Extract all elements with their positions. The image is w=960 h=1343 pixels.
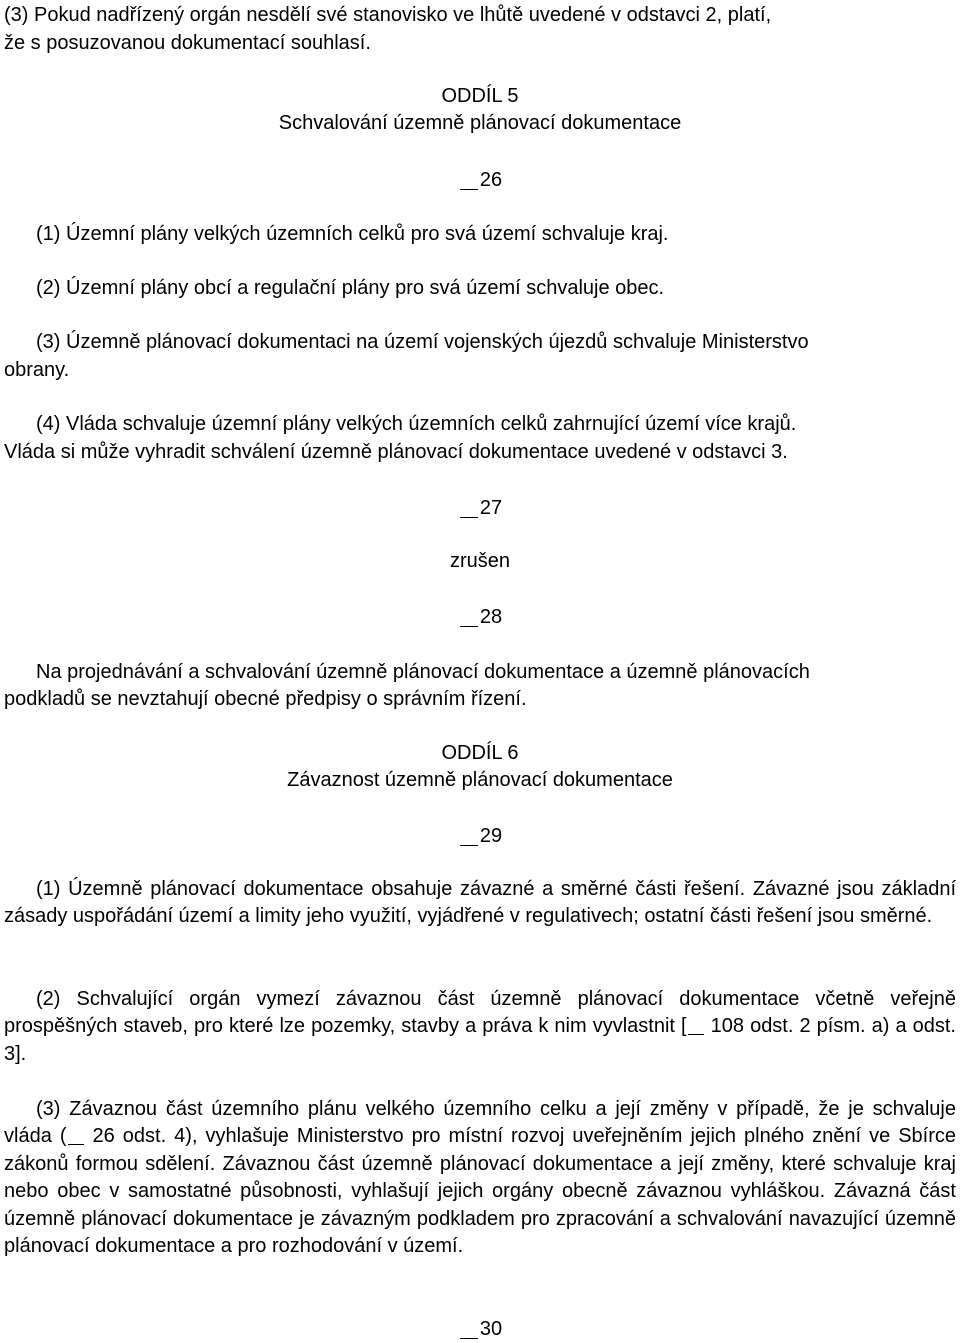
section-sign-icon [458,822,480,842]
section-sign-heading [0,166,960,194]
section-sign-heading [0,494,960,522]
section-number: 28 [479,606,503,628]
paragraph-text: 26 odst. 4), vyhlašuje Ministerstvo pro místní rozvoj uveřejněním jejich plného znění ve Sbírce zákonů formou sdělení. Závaznou část územně plánovací dokumentace a její změny, které schvaluje kraj nebo obec v samostatné působnosti, vyhlašují jejich orgány obecně závaznou vyhláškou. Závazná část územně plánovací dokumentace je závazným podkladem pro zpracování a schvalování navazující územně plánovací dokumentace a pro rozhodování v území. [4,1125,957,1258]
section-title: Schvalování územně plánovací dokumentace [278,112,682,134]
section-title: Závaznost územně plánovací dokumentace [287,769,673,791]
paragraph [4,986,956,1068]
paragraph-line: (3) Pokud nadřízený orgán nesdělí své stanovisko ve lhůtě uvedené v odstavci 2, platí, [4,4,772,26]
section-sign-icon [687,1016,705,1032]
section-number: 30 [479,1318,503,1340]
paragraph-line: obrany. [4,359,70,381]
paragraph-text: 108 odst. 2 písm. a) a odst. 3]. [4,1015,956,1065]
paragraph-line: (2) Územní plány obcí a regulační plány pro svá území schvaluje obec. [36,277,665,299]
section-sign-icon [458,1315,480,1335]
section-sign-heading [0,1315,960,1343]
paragraph [4,1096,956,1260]
repealed-note: zrušen [449,550,511,572]
paragraph: (1) Územně plánovací dokumentace obsahuje závazné a směrné části řešení. Závazné jsou základní zásady uspořádání území a limity jeho využití, vyjádřené v regulativech; ostatní části řešení jsou směrné. [4,878,956,928]
section-number: 26 [479,169,503,191]
section-heading: ODDÍL 5 [441,85,519,107]
paragraph-line: (1) Územní plány velkých územních celků pro svá území schvaluje kraj. [36,223,669,245]
section-heading: ODDÍL 6 [441,742,519,764]
section-sign-icon [458,494,480,514]
paragraph-line: podkladů se nevztahují obecné předpisy o správním řízení. [4,688,527,710]
paragraph-line: Vláda si může vyhradit schválení územně plánovací dokumentace uvedené v odstavci 3. [4,441,788,463]
paragraph-line: že s posuzovanou dokumentací souhlasí. [4,32,371,54]
paragraph-text: (3) Závaznou část územního plánu velkého územního celku a její změny v případě, že je schvaluje vláda ( [4,1098,956,1148]
paragraph-text: (2) Schvalující orgán vymezí závaznou část územně plánovací dokumentace včetně veřejně prospěšných staveb, pro které lze pozemky, stavby a práva k nim vyvlastnit [ [4,988,956,1038]
section-sign-icon [458,166,480,186]
paragraph-line: Na projednávání a schvalování územně plánovací dokumentace a územně plánovacích [36,661,810,683]
paragraph-line: (4) Vláda schvaluje územní plány velkých územních celků zahrnující území více krajů. [36,413,797,435]
paragraph-line: (3) Územně plánovací dokumentaci na území vojenských újezdů schvaluje Ministerstvo [36,331,809,353]
section-sign-icon [67,1126,85,1142]
section-sign-heading [0,822,960,850]
section-sign-icon [458,603,480,623]
section-number: 29 [479,825,503,847]
section-sign-heading [0,603,960,631]
section-number: 27 [479,497,503,519]
